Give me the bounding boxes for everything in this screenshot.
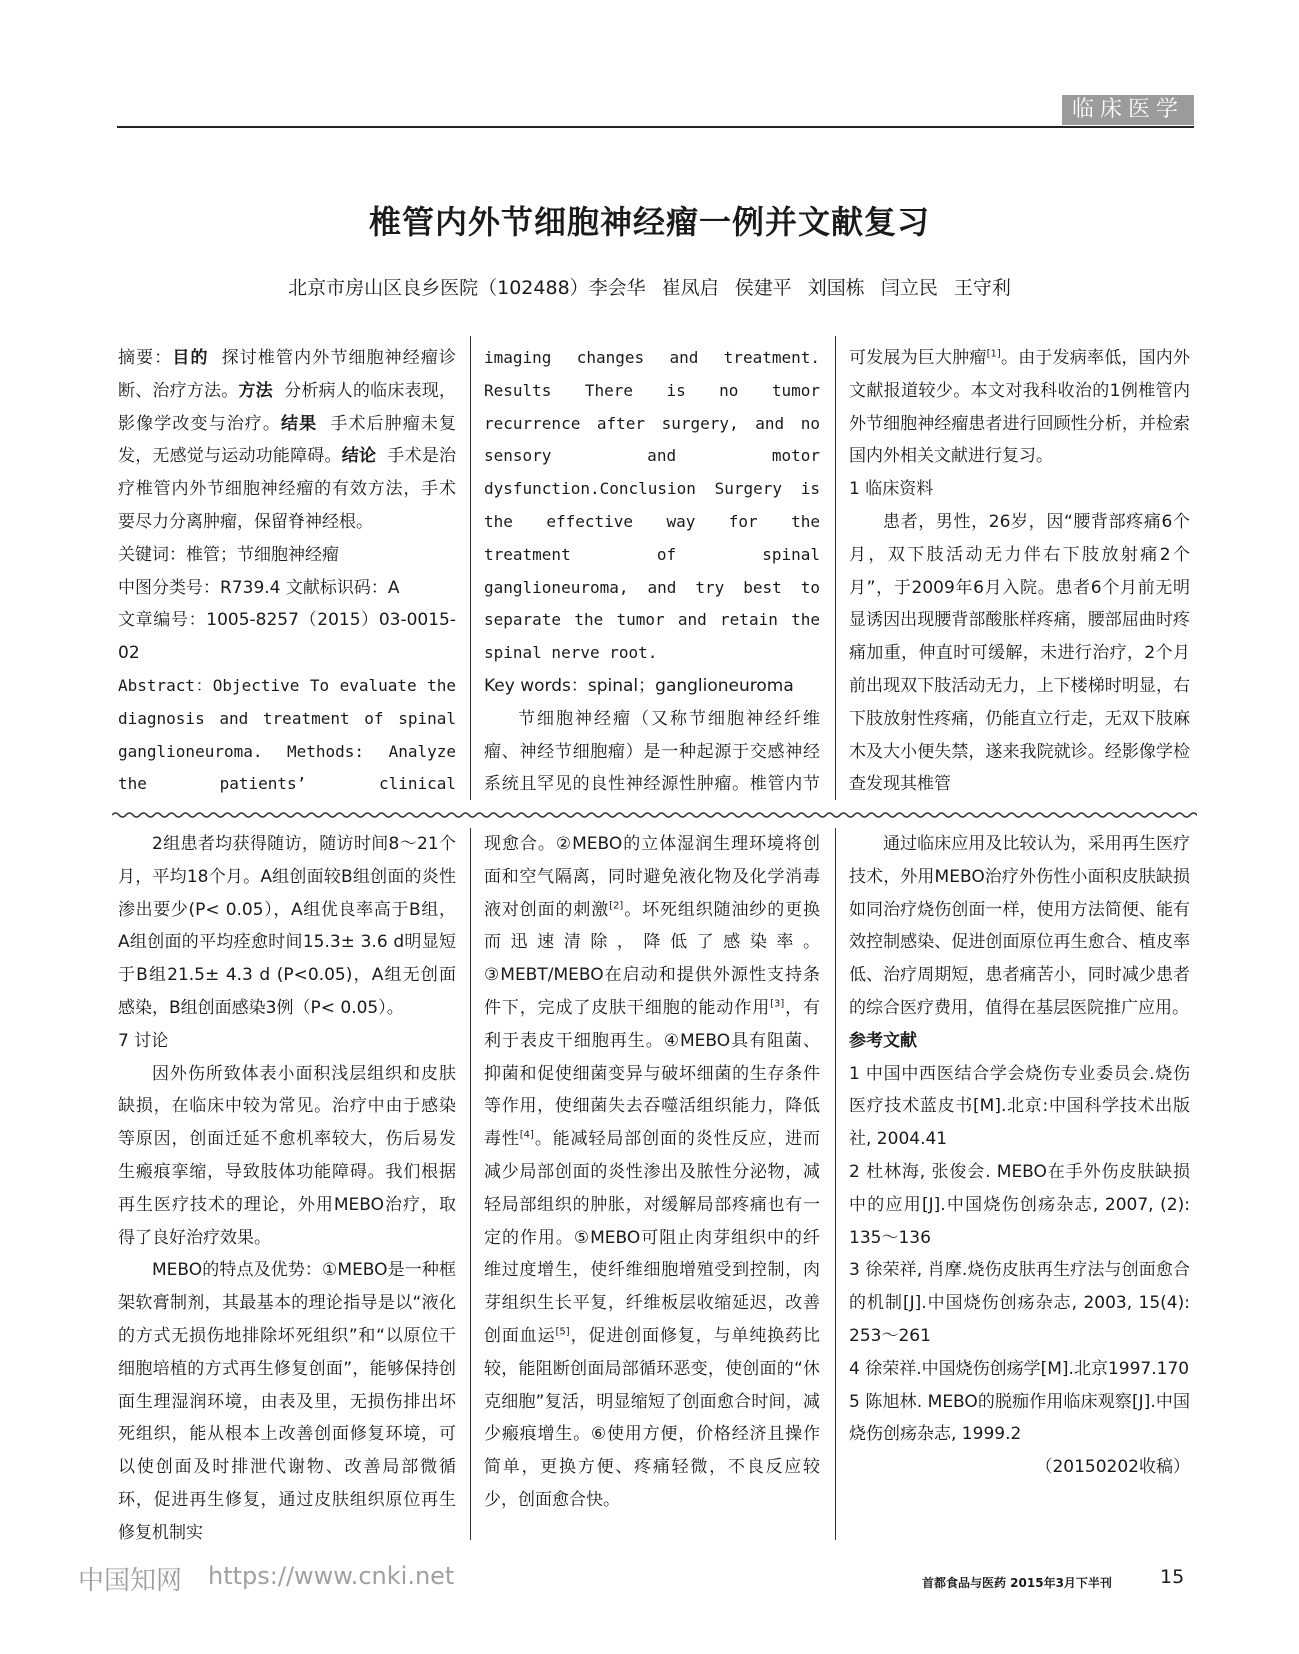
- objective-text: 探讨椎管内外节细胞神经瘤诊断、治疗方法。: [118, 348, 456, 401]
- intro-column: [849, 342, 1190, 797]
- citation-ref: [1]: [986, 348, 1001, 360]
- advantages-column: [484, 828, 820, 1546]
- discussion-column: [118, 828, 456, 1546]
- column-divider: [835, 336, 836, 800]
- results-text: 手术后肿瘤未复发，无感觉与运动功能障碍。: [118, 413, 456, 467]
- advantages-paragraph: MEBO的特点及优势：①MEBO是一种框架软膏制剂，其最基本的理论指导是以“液化的方式无损伤地排除坏死组织”和“以原位干细胞培植的方式再生修复创面”，能够保持创面生理湿润环境，由表及里，无损伤排出坏死组织，能从根本上改善创面修复环境，可以使创面及时排泄代谢物、改善局部微循环，促进再生修复，通过皮肤组织原位再生修复机制实: [118, 1260, 456, 1543]
- article-authors: 北京市房山区良乡医院（102488）李会华 崔凤启 侯建平 刘国栋 闫立民 王守利: [288, 277, 1011, 299]
- section-tag: 临床医学: [1062, 95, 1194, 125]
- journal-name: 首都食品与医药 2015年3月下半刊: [922, 1576, 1112, 1590]
- intro-paragraph: 节细胞神经瘤（又称节细胞神经纤维瘤、神经节细胞瘤）是一种起源于交感神经系统且罕见的良性神经源性肿瘤。椎管内节: [484, 708, 820, 795]
- citation-ref: [2]: [609, 899, 624, 911]
- reference-item: 3 徐荣祥, 肖摩.烧伤皮肤再生疗法与创面愈合的机制[J].中国烧伤创疡杂志, 2003, 15(4): 253～261: [849, 1260, 1190, 1346]
- keywords-cn: 关键词：椎管；节细胞神经瘤: [118, 544, 339, 565]
- references-heading: 参考文献: [849, 1030, 917, 1051]
- reference-item: 4 徐荣祥.中国烧伤创疡学[M].北京1997.170: [849, 1358, 1190, 1379]
- abstract-en-part2: imaging changes and treatment. Results There is no tumor recurrence after surgery, and no sensory and motor dysfunction.Conclusion Surgery is the effective way for the treatment of spinal ganglioneuroma, and try best to separate the tumor and retain the spinal nerve root.: [484, 348, 820, 663]
- advantages-continued: [484, 828, 820, 1517]
- article-number: 文章编号：1005-8257（2015）03-0015-02: [118, 610, 456, 664]
- abstract-cn: [118, 342, 456, 539]
- section-heading: 7 讨论: [118, 1030, 169, 1051]
- intro-continued-text: 可发展为巨大肿瘤: [849, 348, 987, 368]
- advantages-text: ，有利于表皮干细胞再生。④MEBO具有阻菌、抑菌和促使细菌变异与破坏细菌的生存条件等作用，使细菌失去吞噬活组织能力，降低毒性: [484, 997, 820, 1150]
- column-divider: [470, 336, 471, 800]
- advantages-text: 现愈合。②MEBO的立体湿润生理环境将创面和空气隔离，同时避免液化物及化学消毒液对创面的刺激: [484, 834, 820, 920]
- abstract-prefix: 摘要：: [118, 348, 173, 368]
- citation-ref: [5]: [555, 1326, 570, 1338]
- keywords-en: Key words：spinal；ganglioneuroma: [484, 675, 794, 696]
- cnki-watermark-logo: 中国知网: [78, 1566, 183, 1596]
- advantages-text: 。坏死组织随油纱的更换而迅速清除，降低了感染率。③MEBT/MEBO在启动和提供外源性支持条件下，完成了皮肤干细胞的能动作用: [484, 899, 820, 1018]
- citation-ref: [3]: [770, 998, 785, 1010]
- wavy-separator: [112, 808, 1197, 822]
- reference-item: 1 中国中西医结合学会烧伤专业委员会.烧伤医疗技术蓝皮书[M].北京:中国科学技术出版社, 2004.41: [849, 1063, 1190, 1150]
- conclusion-paragraph: 通过临床应用及比较认为，采用再生医疗技术，外用MEBO治疗外伤性小面积皮肤缺损如同治疗烧伤创面一样，使用方法简便、能有效控制感染、促进创面原位再生愈合、植皮率低、治疗周期短，患者痛苦小，同时减少患者的综合医疗费用，值得在基层医院推广应用。: [849, 834, 1190, 1018]
- reference-item: 5 陈旭林. MEBO的脱痂作用临床观察[J].中国烧伤创疡杂志, 1999.2: [849, 1391, 1190, 1445]
- followup-paragraph: 2组患者均获得随访，随访时间8～21个月，平均18个月。A组创面较B组创面的炎性渗出要少(P< 0.05），A组优良率高于B组，A组创面的平均痊愈时间15.3± 3.6 d明显短于B组21.5± 4.3 d (P<0.05)，A组无创面感染，B组创面感染3例（P< 0.05）。: [118, 834, 456, 1018]
- reference-item: 2 杜林海, 张俊会. MEBO在手外伤皮肤缺损中的应用[J].中国烧伤创疡杂志, 2007, (2): 135～136: [849, 1161, 1190, 1248]
- results-label: 结果: [281, 413, 318, 434]
- conclusion-column: [849, 828, 1190, 1546]
- methods-text: 分析病人的临床表现，影像学改变与治疗。: [118, 380, 456, 434]
- section-heading: 1 临床资料: [849, 479, 934, 500]
- abstract-en-part1: Abstract：Objective To evaluate the diagnosis and treatment of spinal ganglioneuroma. Methods: Analyze the patients’ clinical: [118, 675, 456, 794]
- abstract-en-column: [484, 342, 820, 797]
- citation-ref: [4]: [519, 1129, 534, 1141]
- abstract-column: [118, 342, 456, 797]
- conclusion-text: 手术是治疗椎管内外节细胞神经瘤的有效方法，手术要尽力分离肿瘤，保留脊神经根。: [118, 446, 456, 532]
- discussion-paragraph: 因外伤所致体表小面积浅层组织和皮肤缺损，在临床中较为常见。治疗中由于感染等原因，创面迁延不愈机率较大，伤后易发生瘢痕挛缩，导致肢体功能障碍。我们根据再生医疗技术的理论，外用MEBO治疗，取得了良好治疗效果。: [118, 1063, 456, 1248]
- column-divider: [835, 828, 836, 1540]
- page-number: 15: [1160, 1566, 1185, 1588]
- cnki-watermark-url: https://www.cnki.net: [208, 1562, 455, 1590]
- received-date: （20150202收稿）: [1035, 1457, 1190, 1478]
- column-divider: [470, 828, 471, 1540]
- conclusion-label: 结论: [341, 446, 377, 467]
- article-title: 椎管内外节细胞神经瘤一例并文献复习: [368, 203, 930, 241]
- classification-number: 中图分类号：R739.4 文献标识码：A: [118, 577, 400, 598]
- case-paragraph: 患者，男性，26岁，因“腰背部疼痛6个月，双下肢活动无力伴右下肢放射痛2个月”，于2009年6月入院。患者6个月前无明显诱因出现腰背部酸胀样疼痛，腰部屈曲时疼痛加重，伸直时可缓解，未进行治疗，2个月前出现双下肢活动无力，上下楼梯时明显，右下肢放射性疼痛，仍能直立行走，无双下肢麻木及大小便失禁，遂来我院就诊。经影像学检查发现其椎管: [849, 511, 1190, 795]
- header-rule: [117, 126, 1194, 128]
- methods-label: 方法: [238, 380, 273, 401]
- intro-continued: [849, 342, 1190, 473]
- intro-continued-text: 。由于发病率低，国内外文献报道较少。本文对我科收治的1例椎管内外节细胞神经瘤患者进行回顾性分析，并检索国内外相关文献进行复习。: [849, 348, 1190, 467]
- objective-label: 目的: [172, 348, 209, 368]
- advantages-text: ，促进创面修复，与单纯换药比较，能阻断创面局部循环恶变，使创面的“休克细胞”复活，明显缩短了创面愈合时间，减少瘢痕增生。⑥使用方便，价格经济且操作简单，更换方便、疼痛轻微，不良反应较少，创面愈合快。: [484, 1325, 820, 1510]
- advantages-text: 。能减轻局部创面的炎性反应，进而减少局部创面的炎性渗出及脓性分泌物，减轻局部组织的肿胀，对缓解局部疼痛也有一定的作用。⑤MEBO可阻止肉芽组织中的纤维过度增生，使纤维细胞增殖受到控制，肉芽组织生长平复，纤维板层收缩延迟，改善创面血运: [484, 1129, 820, 1346]
